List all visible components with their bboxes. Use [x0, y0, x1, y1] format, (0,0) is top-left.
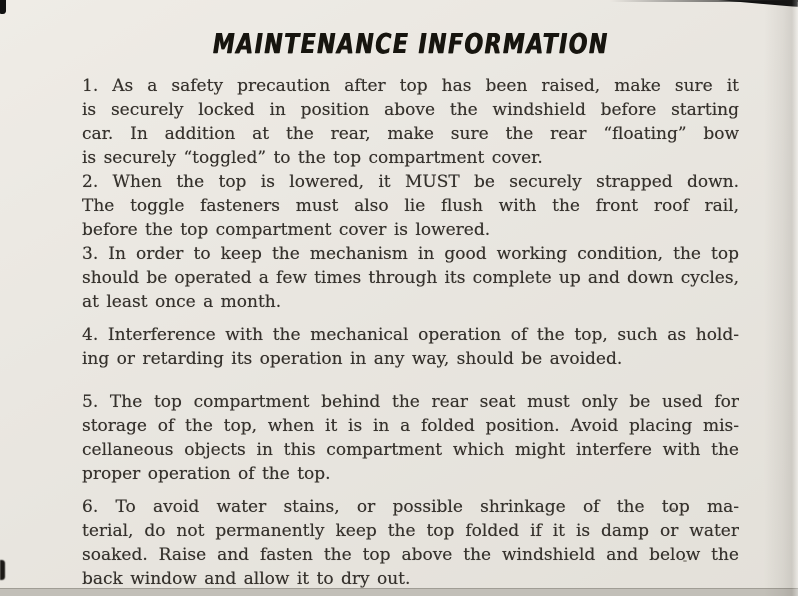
- text-line: ing or retarding its operation in any way, should be avoided.: [82, 349, 623, 369]
- text-line: storage of the top, when it is in a folded position. Avoid placing mis-: [82, 416, 739, 436]
- text-line: back window and allow it to dry out.: [82, 569, 411, 589]
- text-line: 2. When the top is lowered, it MUST be securely strapped down.: [82, 172, 739, 192]
- page-content: [82, 0, 739, 591]
- scan-edge-right-shade: [764, 0, 798, 596]
- text-line: car. In addition at the rear, make sure the rear “floating” bow: [82, 124, 739, 144]
- text-line: before the top compartment cover is lowered.: [82, 220, 491, 240]
- paragraph-5: [82, 390, 739, 486]
- text-line: at least once a month.: [82, 292, 282, 312]
- paragraph-6: [82, 495, 739, 591]
- text-line: 5. The top compartment behind the rear seat must only be used for: [82, 392, 739, 412]
- paragraph-3: [82, 242, 739, 314]
- text-line: proper operation of the top.: [82, 464, 331, 484]
- text-line: The toggle fasteners must also lie flush with the front roof rail,: [82, 196, 739, 216]
- scan-edge-top-left-mark: [0, 0, 6, 14]
- text-line: 3. In order to keep the mechanism in good working condition, the top: [82, 244, 739, 264]
- text-line: 4. Interference with the mechanical operation of the top, such as hold-: [82, 325, 739, 345]
- text-line: 1. As a safety precaution after top has been raised, make sure it: [82, 76, 739, 96]
- text-line: is securely locked in position above the windshield before starting: [82, 100, 739, 120]
- page-title: [82, 27, 739, 61]
- text-line: soaked. Raise and fasten the top above the windshield and below the: [82, 545, 739, 565]
- page-title-text: MAINTENANCE INFORMATION: [212, 27, 609, 60]
- text-line: is securely “toggled” to the top compartment cover.: [82, 148, 543, 168]
- paragraphs: [82, 74, 739, 591]
- text-line: 6. To avoid water stains, or possible shrinkage of the top ma-: [82, 497, 739, 517]
- scan-edge-left-dash: [0, 560, 5, 580]
- text-line: cellaneous objects in this compartment which might interfere with the: [82, 440, 739, 460]
- text-line: should be operated a few times through its complete up and down cycles,: [82, 268, 739, 288]
- paragraph-2: [82, 170, 739, 242]
- text-line: terial, do not permanently keep the top folded if it is damp or water: [82, 521, 739, 541]
- paragraph-4: [82, 323, 739, 371]
- paragraph-1: [82, 74, 739, 170]
